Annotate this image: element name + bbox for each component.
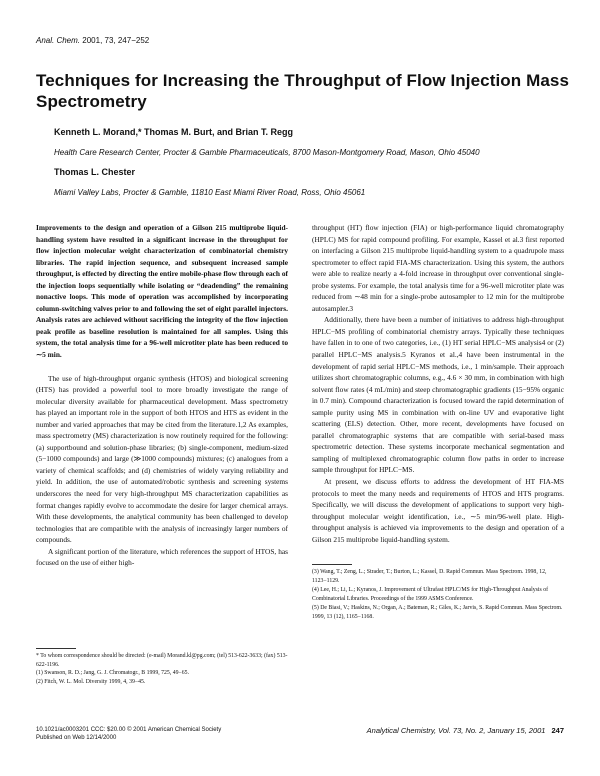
body-paragraph-1: throughput (HT) flow injection (FIA) or high-performance liquid chromatography (HPLC) MS for rapid compound profiling. For example, Kassel et al.3 first reported on interfacing a Gilson 215 multiprobe liquid-handling system to a quadrupole mass spectrometer to effect rapid FIA-MS characterization. Using this system, the authors were able to realize nearly a 4-fold increase in throughput over conventional single-probe systems. For example, the total analysis time for a 96-well microtiter plate was reduced from ∼48 min for a single-probe autosampler to 12 min for the multiprobe autosampler.3 <box>312 223 564 313</box>
left-column <box>36 222 288 569</box>
page-number: 247 <box>551 726 564 735</box>
body-paragraph-2: Additionally, there have been a number of initiatives to address high-throughput HPLC−MS profiling of combinatorial chemistry arrays. Typically these techniques have fallen in to one of two categories, i.e., (1) HT serial HPLC−MS analysis4 or (2) parallel HPLC−MS analysis.5 Kyranos et al.,4 have been instrumental in the development of rapid serial HPLC−MS methods, i.e., 1 min/sample. Their approach utilizes short chromatographic columns, e.g., 4.6 × 30 mm, in combination with high solvent flow rates (4 mL/min) and steep chromatographic gradients (15−95% organic in 0.7 min). Compound characterization is focused toward the rapid determination of sample purity using MS in combination with on-line UV and evaporative light scattering (ELS) detection. Other, more recent, developments have focused on parallel chromatographic systems that are compatible with serial-based mass spectrometric detection. These systems incorporate mechanical segmentation and sampling of multiplexed chromatographic column flow paths in order to increase sample throughput for HPLC−MS. <box>312 315 564 475</box>
journal-citation <box>36 36 149 45</box>
references-divider <box>312 564 352 565</box>
footer-journal <box>312 726 564 735</box>
author-list-2: Thomas L. Chester <box>54 167 136 177</box>
footnote-ref-2: (2) Fitch, W. L. Mol. Diversity 1999, 4, 39−45. <box>36 678 146 685</box>
footnote-correspondence: * To whom correspondence should be directed: (e-mail) Morand.kl@pg.com; (tel) 513-622-3633; (fax) 513-622-1196. <box>36 653 288 668</box>
journal-issue-line: Analytical Chemistry, Vol. 73, No. 2, January 15, 2001 <box>366 726 546 735</box>
article-title: Techniques for Increasing the Throughput of Flow Injection Mass Spectrometry <box>36 71 570 111</box>
affiliation-2: Miami Valley Labs, Procter & Gamble, 11810 East Miami River Road, Ross, Ohio 45061 <box>54 188 366 197</box>
footnote-ref-1: (1) Swanson, R. D.; Jang, G. J. Chromatogr., B 1999, 725, 49−65. <box>36 670 190 677</box>
published-line: Published on Web 12/14/2000 <box>36 735 117 742</box>
body-paragraph-3: At present, we discuss efforts to address the development of HT FIA-MS protocols to meet the many needs and requirements of HTOS and HTS programs. Specifically, we will discuss the development of applications to support very high-throughput molecular weight identification, i.e., ∼5 min/96-well plate. High-throughput analysis is achieved via improvements to the design and operation of a Gilson 215 multiprobe liquid-handling system. <box>312 477 564 544</box>
journal-abbrev: Anal. Chem. <box>36 36 81 45</box>
right-column <box>312 222 564 545</box>
journal-volume-pages: 2001, 73, 247−252 <box>82 36 150 45</box>
affiliation-1: Health Care Research Center, Procter & Gamble Pharmaceuticals, 8700 Mason-Montgomery Road, Mason, Ohio 45040 <box>54 148 480 157</box>
author-list-1: Kenneth L. Morand,* Thomas M. Burt, and Brian T. Regg <box>54 127 294 137</box>
reference-5: (5) De Biasi, V.; Haskins, N.; Organ, A.; Bateman, R.; Giles, K.; Jarvis, S. Rapid Commun. Mass Spectrom. 1999, 13 (12), 1165−1168. <box>312 605 563 620</box>
intro-paragraph-2: A significant portion of the literature, which references the support of HTOS, has focused on the use of either high- <box>36 546 288 568</box>
reference-3: (3) Wang, T.; Zeng, L.; Strader, T.; Burton, L.; Kassel, D. Rapid Commun. Mass Spectrom. 1998, 12, 1123−1129. <box>312 569 547 584</box>
reference-4: (4) Lee, H.; Li, L.; Kyranos, J. Improvement of Ultrafast HPLC/MS for High-Throughput Analysis of Combinatorial Libraries. Proceedings of the 1999 ASMS Conference. <box>312 587 549 602</box>
references <box>312 568 564 623</box>
footnotes <box>36 652 288 686</box>
abstract: Improvements to the design and operation of a Gilson 215 multiprobe liquid-handling system have resulted in a significant increase in the throughput for flow injection molecular weight characterization of combinatorial chemistry libraries. The rapid injection sequence, and subsequent increased sample throughput, is effected by directing the entire mobile-phase flow through each of the injection loops sequentially while isolating or “deadending” the remaining nonactive loops. This mode of operation was accomplished by incorporating column-switching valves prior to and following the set of eight parallel injectors. Analysis rates are achieved without sacrificing the integrity of the flow injection peak profile as baseline resolution is maintained for all samples. Using this system, the total analysis time for a 96-well microtiter plate has been reduced to ∼5 min. <box>36 223 288 360</box>
doi-line: 10.1021/ac0003201 CCC: $20.00 © 2001 American Chemical Society <box>36 727 222 733</box>
intro-paragraph-1: The use of high-throughput organic synthesis (HTOS) and biological screening (HTS) has provided a powerful tool to more broadly investigate the range of molecular diversity available for pharmaceutical development. Mass spectrometry has played an important role in the support of both HTOS and HTS as evident in the number and varied approaches that may be cited from the literature.1,2 As examples, mass spectrometry (MS) characterization is now routinely required for the following: (a) supportbound and solution-phase libraries; (b) single-component, medium-sized (5−1000 compounds) and large (≫1000 compounds) mixtures; (c) analogues from a variety of chemical scaffolds; and (d) chemistries of widely varying reliability and yield. In addition, the use of automated/robotic synthesis and screening systems underscores the need for very high-throughput MS characterization capabilities as format changes rapidly evolve to accommodate the desire for larger chemical arrays. With these developments, the analytical community has been challenged to develop technologies that are compatible with the analysis of increasingly larger numbers of compounds. <box>36 373 288 545</box>
footer-doi <box>36 726 221 743</box>
footnote-divider <box>36 648 76 649</box>
